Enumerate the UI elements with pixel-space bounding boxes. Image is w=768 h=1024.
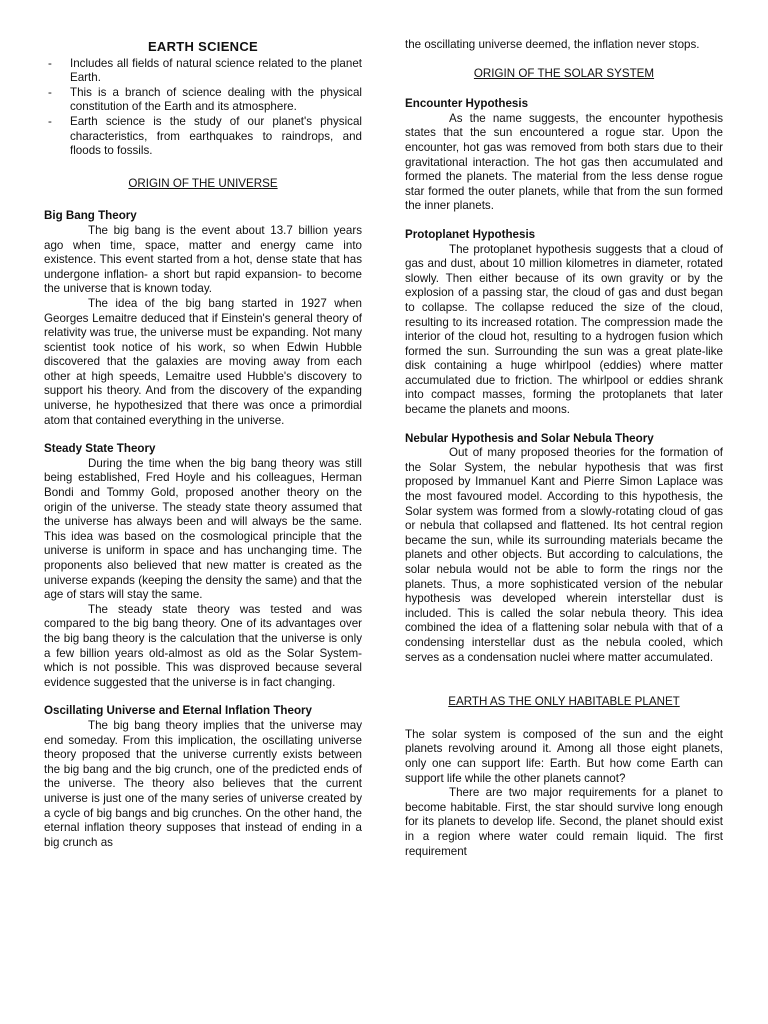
nebular-paragraph-1: Out of many proposed theories for the formation of the Solar System, the nebular hypothesis that was first proposed by Immanuel Kant and Pierre Simon Laplace was the most favoured model. According to this hypothesis, the Solar system was formed from a slowly-rotating cloud of gas or nebula that collapsed and flattened. Its hot central region became the sun, while its surrounding materials became the planets and other objects. But according to calculations, the solar nebula would not be able to form the rings nor the planets. Thus, a more sophisticated version of the nebular hypothesis was developed wherein interstellar dust is included. This is called the solar nebula theory. This idea combined the idea of a flattening solar nebula with that of a condensing interstellar dust as the nebula cooled, which serves as a condensation nuclei where matter accumulated. — [405, 446, 723, 664]
intro-bullet: - Earth science is the study of our planet's physical characteristics, from earthquakes to raindrops, and floods to fossils. — [44, 115, 362, 159]
oscillating-paragraph-1: The big bang theory implies that the universe may end someday. From this implication, the oscillating universe theory proposed that the universe currently exists between the big bang and the big crunch, one of the predicted ends of the universe. The theory also believes that the current universe is just one of the many series of universe created by a cycle of big bangs and big crunches. On the other hand, the eternal inflation theory supposes that instead of ending in a big crunch as — [44, 718, 362, 849]
subheading-protoplanet-hypothesis: Protoplanet Hypothesis — [405, 227, 536, 241]
big-bang-paragraph-2: The idea of the big bang started in 1927 when Georges Lemaitre deduced that if Einstein's general theory of relativity was true, the universe must be expanding. Not many scientist took notice of his work, so when Edwin Hubble discovered that the galaxies are moving away from each other at high speeds, Lemaitre used Hubble's discovery to support his theory. And from the discovery of the expanding universe, he hypothesized that there was once a primordial atom that contained everything in the universe. — [44, 296, 362, 427]
subheading-big-bang: Big Bang Theory — [44, 209, 137, 223]
section-heading-habitable-planet: EARTH AS THE ONLY HABITABLE PLANET — [448, 695, 680, 709]
section-heading-origin-solar-system: ORIGIN OF THE SOLAR SYSTEM — [473, 66, 655, 80]
subheading-oscillating-universe: Oscillating Universe and Eternal Inflation Theory — [44, 704, 313, 718]
section-heading-origin-universe: ORIGIN OF THE UNIVERSE — [128, 176, 278, 190]
subheading-encounter-hypothesis: Encounter Hypothesis — [405, 97, 529, 111]
subheading-steady-state: Steady State Theory — [44, 442, 156, 456]
big-bang-paragraph-1: The big bang is the event about 13.7 billion years ago when time, space, matter and energy came into existence. This event started from a hot, dense state that has undergone inflation- a short but rapid expansion- to become the universe that is known today. — [44, 223, 362, 296]
continuation-paragraph: the oscillating universe deemed, the inflation never stops. — [405, 38, 700, 51]
steady-state-paragraph-2: The steady state theory was tested and was compared to the big bang theory. One of its advantages over the big bang theory is the calculation that the universe is only a few billion years old-almost as old as the Solar System- which is not possible. This was disproved because several evidence suggested that the universe is in fact changing. — [44, 602, 362, 689]
protoplanet-paragraph-1: The protoplanet hypothesis suggests that a cloud of gas and dust, about 10 million kilometres in diameter, rotated slowly. Then either because of its own gravity or by the explosion of a passing star, the cloud of gas and dust began to collapse. The collapse reduced the size of the cloud, resulting to its increased rotation. The compression made the interior of the cloud hot, resulting to a hydrogen fusion which formed the sun. Surrounding the sun was a great plate-like disk containing a huge whirlpool (eddies) where matter accumulated due to friction. The whirlpool or eddies shrank into compact masses, forming the protoplanets that later became the planets and moons. — [405, 242, 723, 417]
habitable-paragraph-1: The solar system is composed of the sun and the eight planets revolving around it. Among all those eight planets, only one can support life: Earth. But how come Earth can support life while the other planets cannot? — [405, 727, 723, 785]
intro-bullet: - This is a branch of science dealing with the physical constitution of the Earth and its atmosphere. — [44, 86, 362, 115]
intro-bullet-list — [44, 57, 362, 159]
right-column — [405, 38, 723, 859]
left-column — [44, 38, 362, 850]
subheading-nebular-hypothesis: Nebular Hypothesis and Solar Nebula Theory — [405, 431, 654, 445]
document-title: EARTH SCIENCE — [147, 39, 259, 54]
habitable-paragraph-2: There are two major requirements for a planet to become habitable. First, the star should survive long enough for its planets to develop life. Second, the planet should exist in a region where water could remain liquid. The first requirement — [405, 786, 723, 858]
intro-bullet: - Includes all fields of natural science related to the planet Earth. — [44, 57, 362, 86]
steady-state-paragraph-1: During the time when the big bang theory was still being established, Fred Hoyle and his colleagues, Herman Bondi and Tommy Gold, proposed another theory on the origin of the universe. The steady state theory assumed that the universe has always been and will always be the same. This idea was based on the cosmological principle that the universe is uniform in space and has unchanging time. The proponents also believed that new matter is created as the universe expands (keeping the density the same) and that the age of stars will stay the same. — [44, 456, 362, 602]
encounter-paragraph-1: As the name suggests, the encounter hypothesis states that the sun encountered a rogue star. Upon the encounter, hot gas was removed from both stars due to their gravitational interaction. The hot gas then accumulated and formed the planets. The material from the less dense rogue star formed the outer planets, while that from the sun formed the inner planets. — [405, 111, 723, 213]
